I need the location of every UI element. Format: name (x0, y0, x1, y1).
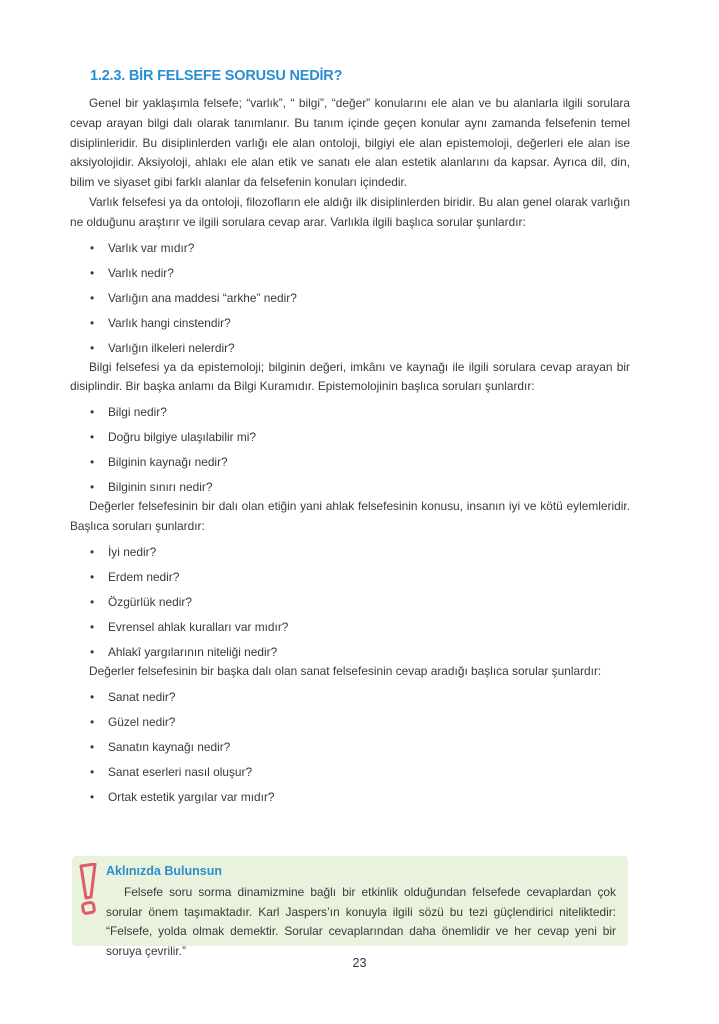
aesthetics-questions-list (70, 685, 630, 810)
list-item: • Doğru bilgiye ulaşılabilir mi? (70, 425, 630, 450)
list-item: • Ortak estetik yargılar var mıdır? (70, 785, 630, 810)
list-item: • Varlık nedir? (70, 261, 630, 286)
exclamation-icon (78, 863, 100, 919)
list-item: • Evrensel ahlak kuralları var mıdır? (70, 615, 630, 640)
paragraph: Bilgi felsefesi ya da epistemoloji; bilginin değeri, imkânı ve kaynağı ile ilgili sorulara cevap arayan bir disiplindir. Bir başka anlamı da Bilgi Kuramıdır. Epistemolojinin başlıca soruları şunlardır: (70, 359, 630, 394)
list-item: • Varlığın ilkeleri nelerdir? (70, 336, 630, 361)
list-item: • Varlık var mıdır? (70, 236, 630, 261)
section-title: 1.2.3. BİR FELSEFE SORUSU NEDİR? (90, 68, 343, 84)
ethics-questions-list (70, 540, 630, 665)
list-item: • Bilginin sınırı nedir? (70, 475, 630, 500)
paragraph: Değerler felsefesinin bir dalı olan etiğin yani ahlak felsefesinin konusu, insanın iyi ve kötü eylemleridir. Başlıca soruları şunlardır: (70, 499, 630, 533)
list-item: • Sanat eserleri nasıl oluşur? (70, 760, 630, 785)
note-text: Felsefe soru sorma dinamizmine bağlı bir etkinlik olduğundan felsefede cevaplardan çok sorular önem taşımaktadır. Karl Jaspers’ın konuyla ilgili sözü bu tezi güçlendirici niteliktedir: “Felsefe, yolda olmak demektir. Sorular cevaplarından daha önemlidir ve her cevap yeni bir soruya çevrilir.” (106, 885, 616, 958)
list-item: • Erdem nedir? (70, 565, 630, 590)
ontology-questions-list (70, 236, 630, 361)
list-item: • Güzel nedir? (70, 710, 630, 735)
list-item: • Bilginin kaynağı nedir? (70, 450, 630, 475)
list-item: • Sanatın kaynağı nedir? (70, 735, 630, 760)
paragraph: Değerler felsefesinin bir başka dalı olan sanat felsefesinin cevap aradığı başlıca sorular şunlardır: (89, 663, 602, 678)
paragraph: Genel bir yaklaşımla felsefe; “varlık”, “ bilgi”, “değer” konularını ele alan ve bu alanlarla ilgili sorulara cevap arayan bilgi dalı olarak tanımlanır. Bu tanım içinde geçen konular aynı zamanda felsefenin temel disiplinleridir. Bu disiplinlerden varlığı ele alan ontoloji, bilgiyi ele alan epistemoloji, değerleri ele alan ise aksiyolojidir. Aksiyoloji, ahlakı ele alan etik ve sanatı ele alan estetik alanlarını da kapsar. Ayrıca dil, din, bilim ve siyaset gibi farklı alanlar da felsefenin konuları içindedir. (70, 96, 630, 190)
list-item: • Bilgi nedir? (70, 400, 630, 425)
body-content (70, 94, 630, 810)
epistemology-questions-list (70, 400, 630, 500)
list-item: • Varlık hangi cinstendir? (70, 311, 630, 336)
page-number: 23 (352, 956, 367, 970)
list-item: • Özgürlük nedir? (70, 590, 630, 615)
list-item: • Sanat nedir? (70, 685, 630, 710)
list-item: • Varlığın ana maddesi “arkhe” nedir? (70, 286, 630, 311)
paragraph: Varlık felsefesi ya da ontoloji, filozofların ele aldığı ilk disiplinlerden biridir. Bu alan genel olarak varlığın ne olduğunu araştırır ve ilgili sorulara cevap arar. Varlıkla ilgili başlıca sorular şunlardır: (70, 194, 630, 229)
list-item: • Ahlakî yargılarının niteliği nedir? (70, 640, 630, 665)
note-title: Aklınızda Bulunsun (106, 864, 222, 878)
list-item: • İyi nedir? (70, 540, 630, 565)
note-box (72, 856, 628, 958)
